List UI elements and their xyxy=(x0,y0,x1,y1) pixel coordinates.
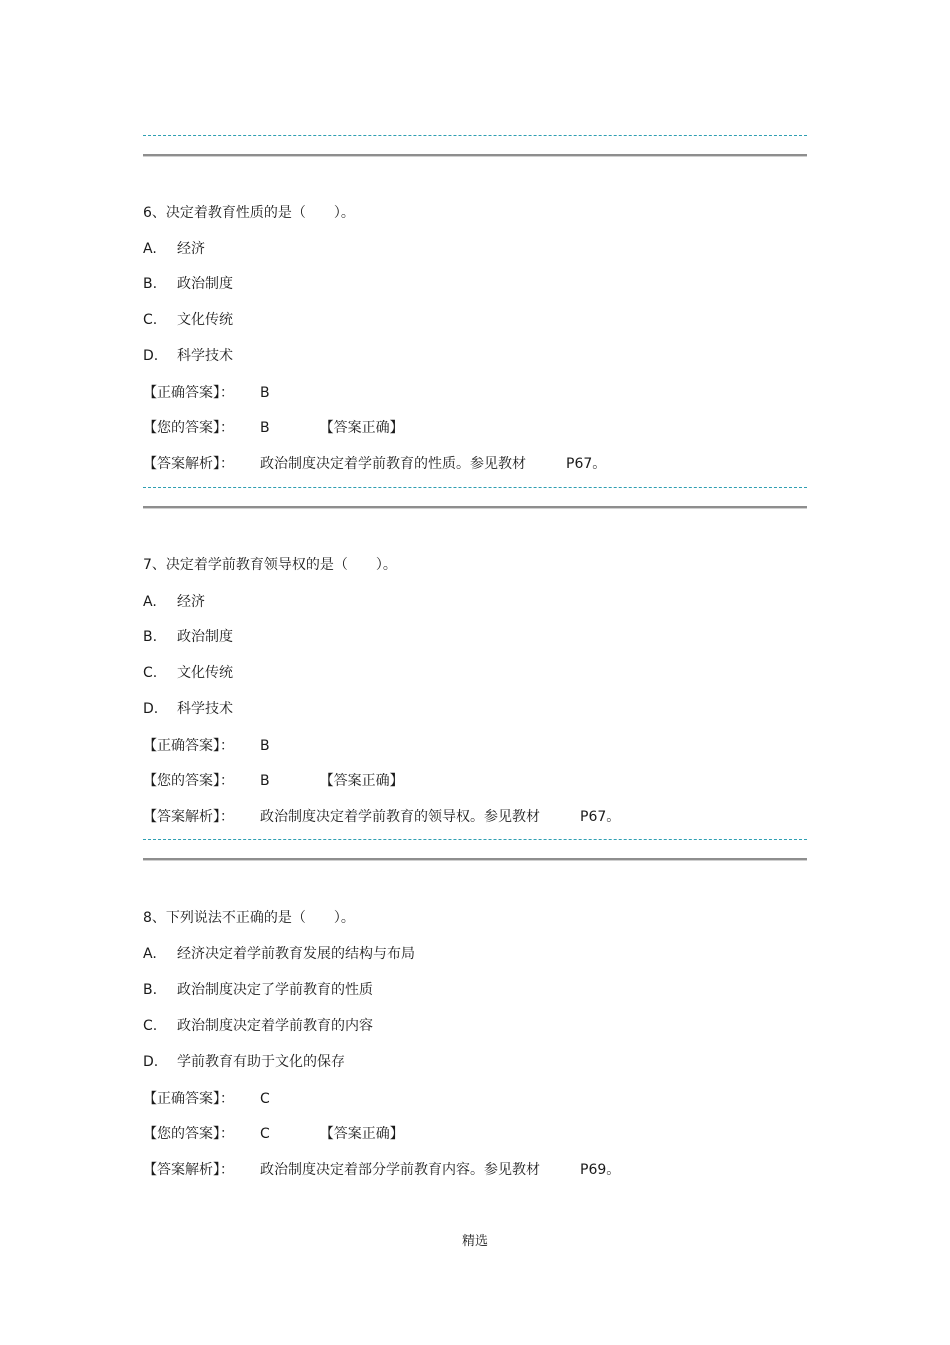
separator-bar xyxy=(143,154,807,157)
option-letter: C. xyxy=(143,312,158,328)
option-d xyxy=(143,1053,345,1071)
your-answer-label: 【您的答案】： xyxy=(143,1126,234,1142)
option-text: 政治制度 xyxy=(177,276,233,292)
option-text: 政治制度 xyxy=(177,629,233,645)
correct-answer-label: 【正确答案】： xyxy=(143,738,234,754)
option-letter: C. xyxy=(143,1018,158,1034)
your-answer-row xyxy=(143,419,404,437)
option-c xyxy=(143,1017,373,1035)
option-a xyxy=(143,593,205,611)
analysis-label: 【答案解析】： xyxy=(143,456,234,472)
separator-bar xyxy=(143,858,807,861)
option-text: 经济 xyxy=(177,241,205,257)
your-answer-label: 【您的答案】： xyxy=(143,420,234,436)
answer-status: 【答案正确】 xyxy=(319,1126,404,1142)
page-reference: P69。 xyxy=(580,1162,621,1178)
analysis-label: 【答案解析】： xyxy=(143,1162,234,1178)
correct-answer-row xyxy=(143,1090,270,1108)
page-footer: 精选 xyxy=(461,1234,488,1249)
your-answer-row xyxy=(143,1125,404,1143)
answer-status: 【答案正确】 xyxy=(319,420,404,436)
your-answer-value: B xyxy=(260,773,270,789)
correct-answer-label: 【正确答案】： xyxy=(143,385,234,401)
analysis-text: 政治制度决定着学前教育的领导权。参见教材 xyxy=(260,809,540,825)
question-stem: 6、决定着教育性质的是（ ）。 xyxy=(143,205,355,221)
analysis-row xyxy=(143,455,606,473)
option-letter: B. xyxy=(143,982,158,998)
question-stem: 8、下列说法不正确的是（ ）。 xyxy=(143,910,355,926)
option-letter: B. xyxy=(143,276,158,292)
analysis-row xyxy=(143,1161,620,1179)
option-text: 科学技术 xyxy=(177,348,233,364)
option-text: 科学技术 xyxy=(177,701,233,717)
option-b xyxy=(143,628,233,646)
option-letter: C. xyxy=(143,665,158,681)
option-d xyxy=(143,347,233,365)
option-a xyxy=(143,945,415,963)
analysis-row xyxy=(143,808,620,826)
option-c xyxy=(143,311,233,329)
option-letter: D. xyxy=(143,1054,159,1070)
your-answer-value: C xyxy=(260,1126,270,1142)
option-letter: D. xyxy=(143,701,159,717)
option-text: 学前教育有助于文化的保存 xyxy=(177,1054,345,1070)
option-text: 经济 xyxy=(177,594,205,610)
option-letter: A. xyxy=(143,946,157,962)
option-letter: D. xyxy=(143,348,159,364)
option-text: 文化传统 xyxy=(177,312,233,328)
option-text: 文化传统 xyxy=(177,665,233,681)
correct-answer-value: B xyxy=(260,738,270,754)
option-letter: A. xyxy=(143,241,157,257)
separator-dashed xyxy=(143,135,807,136)
option-text: 政治制度决定着学前教育的内容 xyxy=(177,1018,373,1034)
your-answer-row xyxy=(143,772,404,790)
page-reference: P67。 xyxy=(580,809,621,825)
analysis-text: 政治制度决定着学前教育的性质。参见教材 xyxy=(260,456,526,472)
separator-bar xyxy=(143,506,807,509)
option-text: 政治制度决定了学前教育的性质 xyxy=(177,982,373,998)
correct-answer-label: 【正确答案】： xyxy=(143,1091,234,1107)
option-a xyxy=(143,240,205,258)
separator-dashed xyxy=(143,839,807,840)
option-b xyxy=(143,981,373,999)
correct-answer-value: C xyxy=(260,1091,270,1107)
your-answer-value: B xyxy=(260,420,270,436)
answer-status: 【答案正确】 xyxy=(319,773,404,789)
correct-answer-row xyxy=(143,737,270,755)
question-stem: 7、决定着学前教育领导权的是（ ）。 xyxy=(143,557,397,573)
option-letter: A. xyxy=(143,594,157,610)
option-b xyxy=(143,275,233,293)
option-d xyxy=(143,700,233,718)
option-c xyxy=(143,664,233,682)
analysis-label: 【答案解析】： xyxy=(143,809,234,825)
correct-answer-value: B xyxy=(260,385,270,401)
correct-answer-row xyxy=(143,384,270,402)
page-reference: P67。 xyxy=(566,456,607,472)
your-answer-label: 【您的答案】： xyxy=(143,773,234,789)
analysis-text: 政治制度决定着部分学前教育内容。参见教材 xyxy=(260,1162,540,1178)
option-letter: B. xyxy=(143,629,158,645)
option-text: 经济决定着学前教育发展的结构与布局 xyxy=(177,946,415,962)
separator-dashed xyxy=(143,487,807,488)
